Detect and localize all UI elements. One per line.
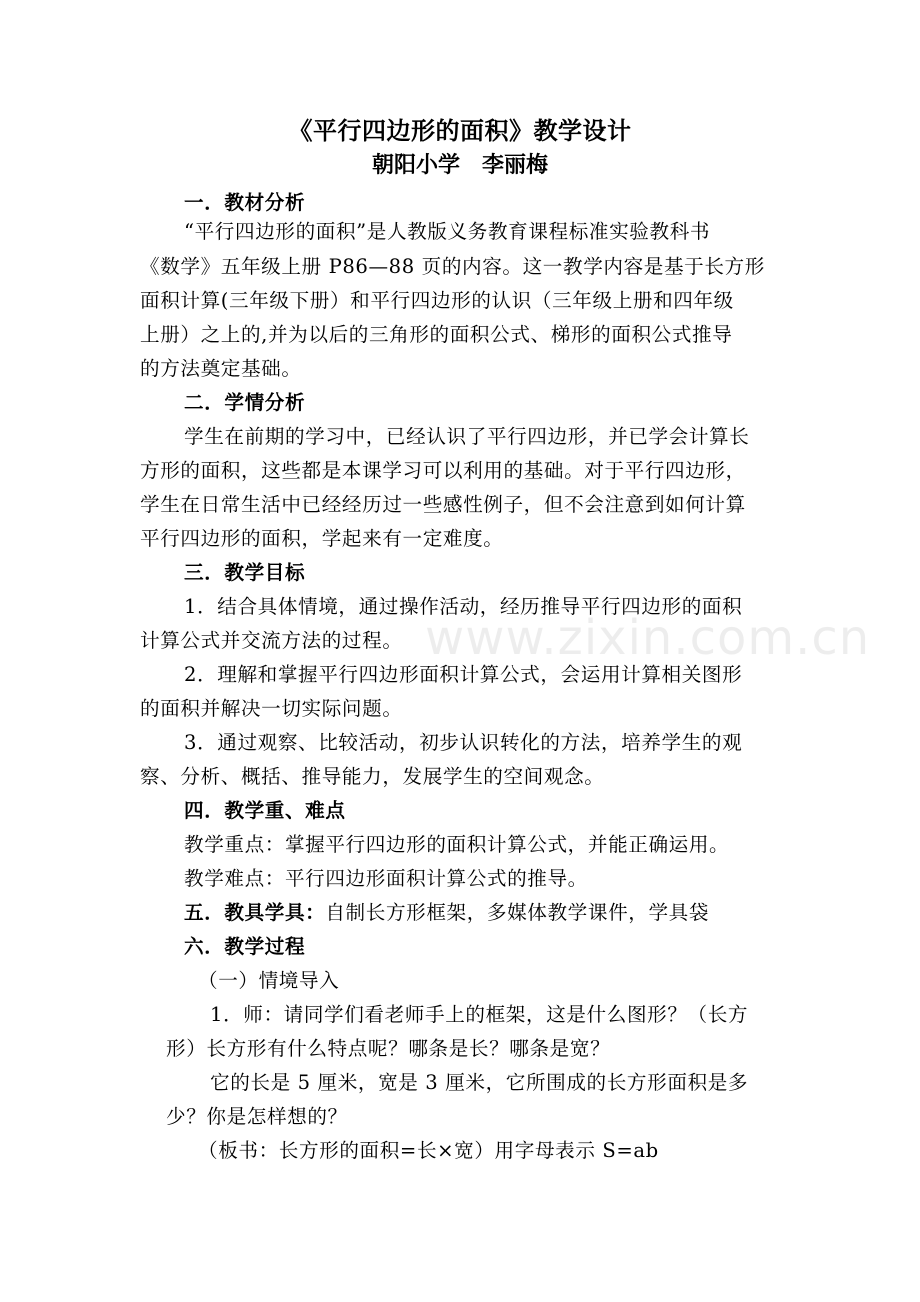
- watermark: www.zixin.com.cn: [425, 610, 871, 666]
- section-heading-teaching-process: 六．教学过程: [184, 935, 306, 958]
- board-writing-line: （板书：长方形的面积=长×宽）用字母表示 S=ab: [198, 1139, 659, 1162]
- paragraph-line: 平行四边形的面积，学起来有一定难度。: [140, 527, 504, 550]
- document-title: 《平行四边形的面积》教学设计: [288, 117, 632, 145]
- paragraph-line: 《数学》五年级上册 P86—88 页的内容。这一教学内容是基于长方形: [140, 255, 765, 278]
- process-line: 少？你是怎样想的？: [166, 1105, 348, 1128]
- goal-line: 的面积并解决一切实际问题。: [140, 697, 403, 720]
- paragraph-line: 的方法奠定基础。: [140, 357, 302, 380]
- paragraph-line: 面积计算(三年级下册）和平行四边形的认识（三年级上册和四年级: [140, 289, 734, 312]
- section-heading-textbook-analysis: 一．教材分析: [184, 191, 306, 214]
- section-heading-teaching-goals: 三．教学目标: [184, 561, 306, 584]
- section-heading-learner-analysis: 二．学情分析: [184, 391, 306, 414]
- paragraph-line: “平行四边形的面积”是人教版义务教育课程标准实验教科书: [184, 220, 711, 243]
- process-line: 1．师：请同学们看老师手上的框架，这是什么图形？（长方: [210, 1003, 749, 1026]
- paragraph-line: 方形的面积，这些都是本课学习可以利用的基础。对于平行四边形，: [140, 459, 746, 482]
- process-line: 形）长方形有什么特点呢？哪条是长？哪条是宽？: [166, 1037, 611, 1060]
- paragraph-line: 学生在日常生活中已经经历过一些感性例子，但不会注意到如何计算: [140, 493, 746, 516]
- subsection-heading: （一）情境导入: [198, 969, 340, 992]
- goal-line: 3．通过观察、比较活动，初步认识转化的方法，培养学生的观: [184, 731, 743, 754]
- teaching-aids-line: [184, 896, 834, 930]
- paragraph-line: 上册）之上的,并为以后的三角形的面积公式、梯形的面积公式推导: [140, 323, 733, 346]
- difficulty-line: 教学难点：平行四边形面积计算公式的推导。: [184, 867, 588, 890]
- goal-line: 计算公式并交流方法的过程。: [140, 629, 403, 652]
- process-line: 它的长是 5 厘米，宽是 3 厘米，它所围成的长方形面积是多: [210, 1071, 749, 1094]
- goal-line: 2．理解和掌握平行四边形面积计算公式，会运用计算相关图形: [184, 663, 743, 686]
- document-author: 朝阳小学 李丽梅: [371, 153, 548, 178]
- section-heading-teaching-aids: 五．教具学具：: [184, 901, 326, 924]
- key-point-line: 教学重点：掌握平行四边形的面积计算公式，并能正确运用。: [184, 833, 730, 856]
- section-heading-key-points: 四．教学重、难点: [184, 799, 346, 822]
- goal-line: 察、分析、概括、推导能力，发展学生的空间观念。: [140, 765, 605, 788]
- paragraph-line: 学生在前期的学习中，已经认识了平行四边形，并已学会计算长: [184, 425, 750, 448]
- teaching-aids-text: 自制长方形框架，多媒体教学课件，学具袋: [325, 901, 710, 924]
- goal-line: 1．结合具体情境，通过操作活动，经历推导平行四边形的面积: [184, 595, 743, 618]
